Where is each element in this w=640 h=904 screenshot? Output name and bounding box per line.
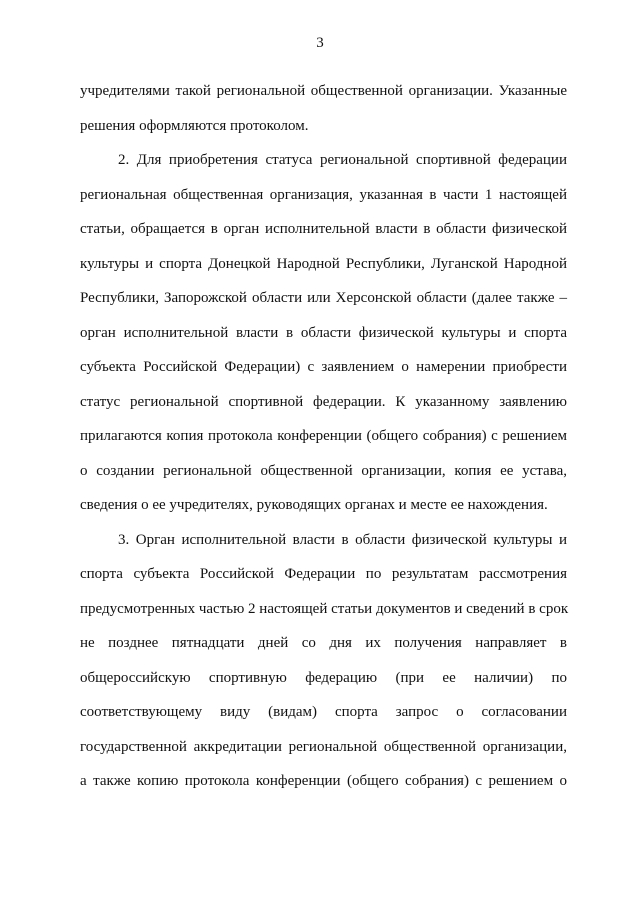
text-line: региональная общественная организация, указанная в части 1 настоящей: [80, 186, 567, 203]
text-line: о создании региональной общественной организации, копия ее устава,: [80, 462, 567, 479]
paragraph-1: [80, 74, 567, 143]
paragraph-2: [80, 143, 567, 523]
text-line: не позднее пятнадцати дней со дня их получения направляет в: [80, 635, 567, 651]
text-line: а также копию протокола конференции (общего собрания) с решением о: [80, 773, 567, 789]
text-line: статус региональной спортивной федерации. К указанному заявлению: [80, 393, 567, 410]
text-line: учредителями такой региональной общественной организации. Указанные: [80, 83, 567, 99]
page-number: 3: [316, 35, 324, 51]
text-line: прилагаются копия протокола конференции (общего собрания) с решением: [80, 428, 567, 444]
document-body: [80, 74, 567, 799]
text-line: орган исполнительной власти в области физической культуры и спорта: [80, 324, 567, 341]
text-line: культуры и спорта Донецкой Народной Республики, Луганской Народной: [80, 255, 567, 272]
text-line: общероссийскую спортивную федерацию (при ее наличии) по: [80, 669, 567, 686]
paragraph-3: [80, 523, 567, 799]
text-line: государственной аккредитации региональной общественной организации,: [80, 738, 567, 755]
text-line: предусмотренных частью 2 настоящей статьи документов и сведений в срок: [80, 600, 569, 617]
text-line: 3. Орган исполнительной власти в области физической культуры и: [118, 531, 567, 548]
text-line: спорта субъекта Российской Федерации по результатам рассмотрения: [80, 566, 567, 582]
text-line: сведения о ее учредителях, руководящих органах и месте ее нахождения.: [80, 497, 548, 513]
text-line: Республики, Запорожской области или Херсонской области (далее также –: [80, 290, 567, 306]
text-line: решения оформляются протоколом.: [80, 117, 309, 134]
text-line: соответствующему виду (видам) спорта запрос о согласовании: [80, 704, 567, 720]
text-line: субъекта Российской Федерации) с заявлением о намерении приобрести: [80, 359, 567, 375]
text-line: 2. Для приобретения статуса региональной спортивной федерации: [118, 152, 567, 168]
text-line: статьи, обращается в орган исполнительной власти в области физической: [80, 221, 567, 237]
